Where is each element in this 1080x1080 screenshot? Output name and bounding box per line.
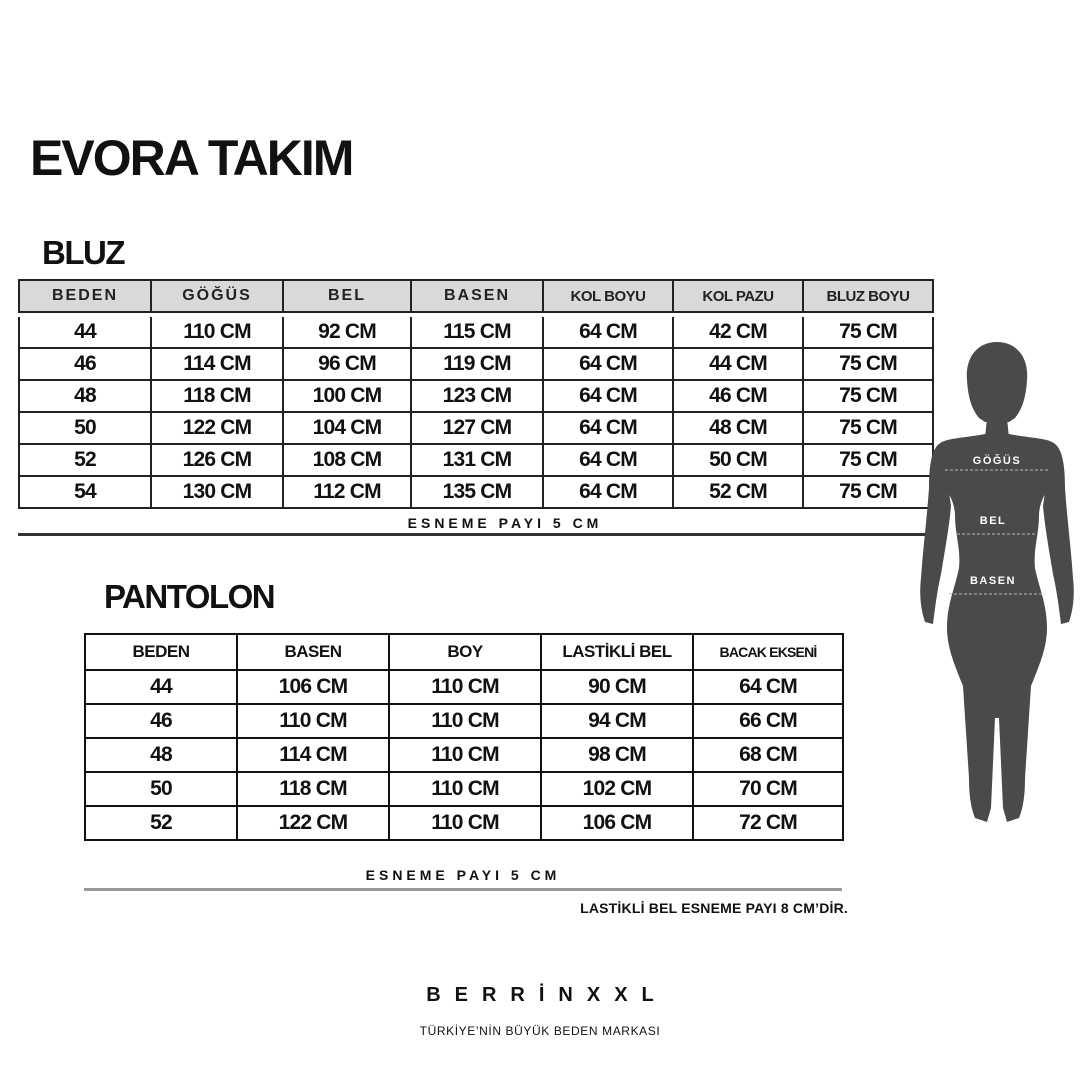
table-cell: 98 CM (541, 738, 693, 772)
table-cell: 110 CM (389, 704, 541, 738)
table-cell: 64 CM (543, 412, 673, 444)
pantolon-col-header: BOY (389, 634, 541, 670)
table-cell: 66 CM (693, 704, 843, 738)
table-cell: 131 CM (411, 444, 543, 476)
table-cell: 64 CM (543, 444, 673, 476)
table-cell: 92 CM (283, 317, 411, 348)
table-cell: 115 CM (411, 317, 543, 348)
table-cell: 108 CM (283, 444, 411, 476)
table-cell: 52 CM (673, 476, 803, 508)
table-cell: 64 CM (543, 348, 673, 380)
table-row (19, 317, 933, 348)
pantolon-col-header: BACAK EKSENİ (693, 634, 843, 670)
table-cell: 135 CM (411, 476, 543, 508)
table-cell: 50 (85, 772, 237, 806)
table-row (85, 806, 843, 840)
table-cell: 50 CM (673, 444, 803, 476)
bluz-header-row (19, 280, 933, 312)
table-cell: 64 CM (543, 380, 673, 412)
table-cell: 110 CM (389, 772, 541, 806)
bluz-col-header: BASEN (411, 280, 543, 312)
bluz-col-header: KOL BOYU (543, 280, 673, 312)
table-cell: 122 CM (151, 412, 283, 444)
bluz-col-header: GÖĞÜS (151, 280, 283, 312)
table-cell: 114 CM (151, 348, 283, 380)
table-row (85, 772, 843, 806)
table-cell: 46 CM (673, 380, 803, 412)
pantolon-col-header: BASEN (237, 634, 389, 670)
table-cell: 75 CM (803, 348, 933, 380)
pantolon-header-row (85, 634, 843, 670)
table-cell: 64 CM (693, 670, 843, 704)
table-cell: 75 CM (803, 380, 933, 412)
figure-label-chest: GÖĞÜS (972, 455, 1022, 467)
table-cell: 46 (85, 704, 237, 738)
pantolon-col-header: BEDEN (85, 634, 237, 670)
body-silhouette-figure (915, 338, 1080, 830)
table-cell: 64 CM (543, 476, 673, 508)
table-cell: 119 CM (411, 348, 543, 380)
table-cell: 118 CM (151, 380, 283, 412)
table-cell: 123 CM (411, 380, 543, 412)
table-cell: 90 CM (541, 670, 693, 704)
table-cell: 122 CM (237, 806, 389, 840)
pantolon-size-table (84, 633, 844, 841)
table-cell: 106 CM (541, 806, 693, 840)
bluz-stretch-note: ESNEME PAYI 5 CM (18, 510, 932, 536)
table-cell: 94 CM (541, 704, 693, 738)
bluz-col-header: KOL PAZU (673, 280, 803, 312)
table-row (19, 412, 933, 444)
table-cell: 104 CM (283, 412, 411, 444)
brand-tagline: TÜRKİYE’NİN BÜYÜK BEDEN MARKASI (419, 1024, 661, 1038)
table-cell: 48 (19, 380, 151, 412)
table-cell: 44 CM (673, 348, 803, 380)
figure-label-hip: BASEN (969, 575, 1017, 587)
table-cell: 52 (19, 444, 151, 476)
table-cell: 44 (85, 670, 237, 704)
table-cell: 72 CM (693, 806, 843, 840)
table-cell: 75 CM (803, 476, 933, 508)
pantolon-stretch-note: ESNEME PAYI 5 CM (84, 862, 842, 891)
bluz-size-table (18, 279, 934, 509)
table-cell: 110 CM (151, 317, 283, 348)
table-cell: 75 CM (803, 317, 933, 348)
brand-name: BERRİNXXL (426, 984, 668, 1006)
table-row (85, 738, 843, 772)
table-cell: 127 CM (411, 412, 543, 444)
head-shape (967, 342, 1027, 422)
bluz-col-header: BEL (283, 280, 411, 312)
table-cell: 102 CM (541, 772, 693, 806)
bluz-col-header: BLUZ BOYU (803, 280, 933, 312)
table-cell: 46 (19, 348, 151, 380)
table-cell: 42 CM (673, 317, 803, 348)
bluz-heading: BLUZ (42, 234, 124, 271)
table-cell: 96 CM (283, 348, 411, 380)
table-row (19, 476, 933, 508)
table-cell: 112 CM (283, 476, 411, 508)
table-cell: 110 CM (389, 738, 541, 772)
figure-label-waist: BEL (979, 515, 1007, 527)
table-cell: 110 CM (389, 806, 541, 840)
page-title: EVORA TAKIM (30, 130, 353, 186)
table-cell: 48 CM (673, 412, 803, 444)
table-cell: 114 CM (237, 738, 389, 772)
table-cell: 68 CM (693, 738, 843, 772)
table-row (19, 444, 933, 476)
table-cell: 118 CM (237, 772, 389, 806)
table-row (19, 348, 933, 380)
table-cell: 130 CM (151, 476, 283, 508)
pantolon-col-header: LASTİKLİ BEL (541, 634, 693, 670)
table-cell: 64 CM (543, 317, 673, 348)
table-cell: 44 (19, 317, 151, 348)
table-cell: 54 (19, 476, 151, 508)
table-cell: 70 CM (693, 772, 843, 806)
table-cell: 126 CM (151, 444, 283, 476)
table-row (19, 380, 933, 412)
torso-shape (935, 434, 1058, 822)
table-row (85, 704, 843, 738)
table-cell: 50 (19, 412, 151, 444)
table-cell: 52 (85, 806, 237, 840)
table-cell: 110 CM (389, 670, 541, 704)
table-cell: 75 CM (803, 444, 933, 476)
table-cell: 110 CM (237, 704, 389, 738)
table-row (85, 670, 843, 704)
table-cell: 100 CM (283, 380, 411, 412)
bluz-col-header: BEDEN (19, 280, 151, 312)
pantolon-heading: PANTOLON (104, 578, 275, 615)
elastic-waist-note: LASTİKLİ BEL ESNEME PAYI 8 CM’DİR. (580, 900, 848, 916)
table-cell: 48 (85, 738, 237, 772)
table-cell: 75 CM (803, 412, 933, 444)
table-cell: 106 CM (237, 670, 389, 704)
